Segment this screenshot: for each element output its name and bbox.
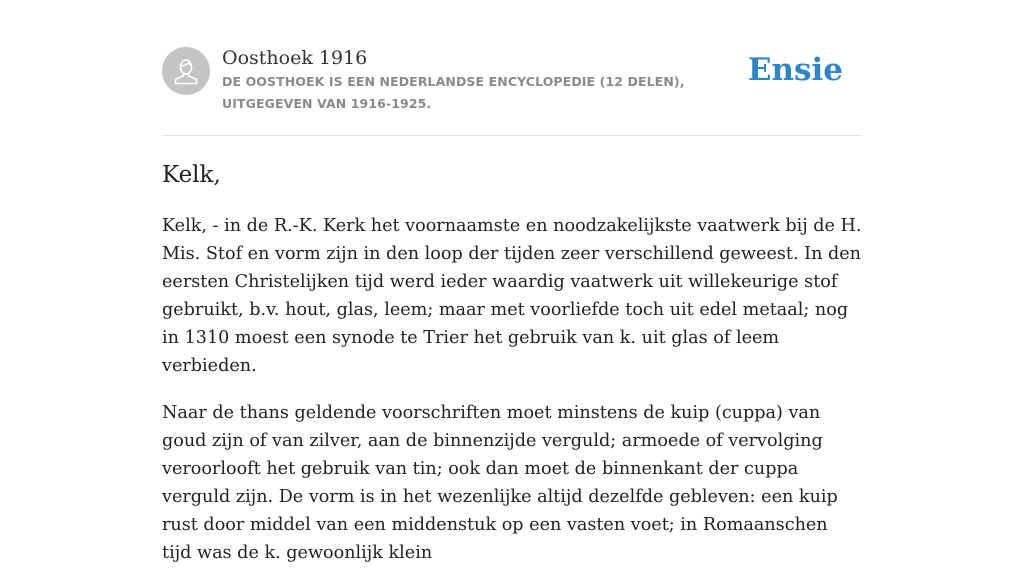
article-title: Kelk, bbox=[162, 162, 221, 188]
content-container bbox=[162, 0, 862, 563]
source-header bbox=[162, 0, 862, 136]
source-title[interactable]: Oosthoek 1916 bbox=[222, 47, 368, 69]
source-info bbox=[222, 46, 762, 115]
article-body bbox=[162, 212, 862, 586]
source-description: DE OOSTHOEK IS EEN NEDERLANDSE ENCYCLOPEDIE (12 DELEN), UITGEGEVEN VAN 1916-1925. bbox=[222, 74, 685, 111]
user-silhouette-icon bbox=[162, 47, 210, 95]
article-paragraph-2: Naar de thans geldende voorschriften moet minstens de kuip (cuppa) van goud zijn of van zilver, aan de binnenzijde verguld; armoede of vervolging veroorlooft het gebruik van tin; ook dan moet de binnenkant der cuppa verguld zijn. De vorm is in het wezenlijke altijd dezelfde gebleven: een kuip rust door middel van een middenstuk op een vasten voet; in Romaanschen tijd was de k. gewoonlijk klein bbox=[162, 403, 838, 563]
article-paragraph-1: Kelk, - in de R.-K. Kerk het voornaamste en noodzakelijkste vaatwerk bij de H. Mis. Stof en vorm zijn in den loop der tijden zeer verschillend geweest. In den eersten Christelijken tijd werd ieder waardig vaatwerk uit willekeurige stof gebruikt, b.v. hout, glas, leem; maar met voorliefde toch uit edel metaal; nog in 1310 moest een synode te Trier het gebruik van k. uit glas of leem verbieden. bbox=[162, 216, 862, 376]
source-avatar[interactable] bbox=[162, 47, 210, 95]
brand-logo[interactable]: Ensie bbox=[747, 52, 843, 88]
